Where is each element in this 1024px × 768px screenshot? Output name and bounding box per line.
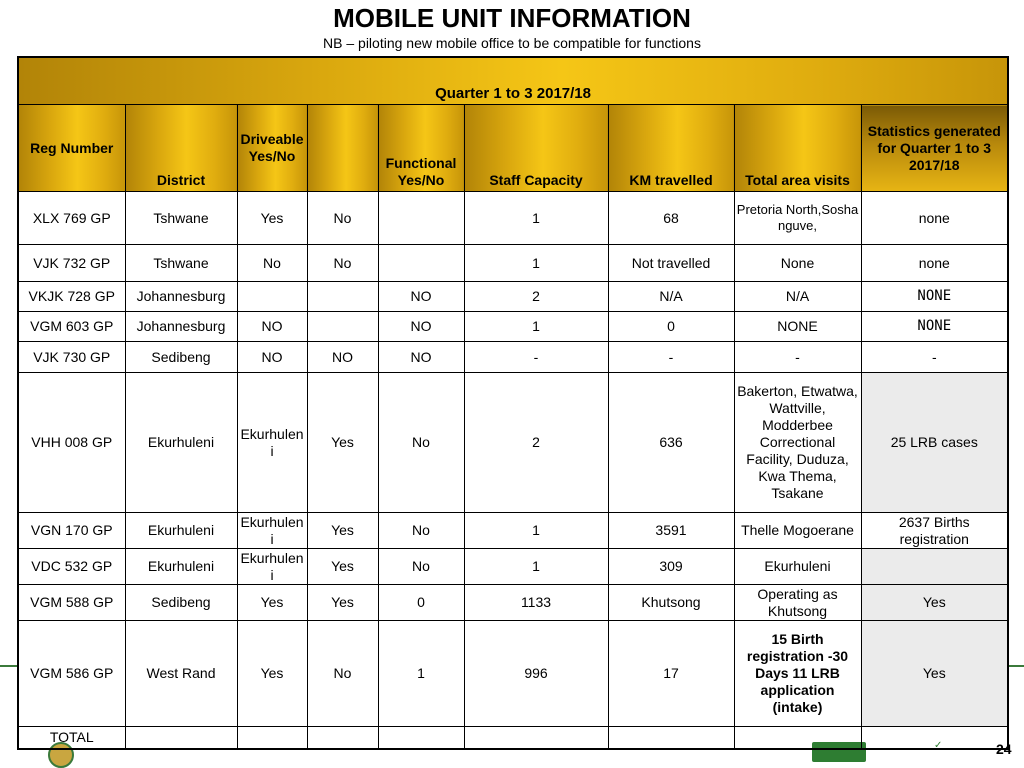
cell-col5: No bbox=[378, 513, 464, 549]
cell-col8: Operating as Khutsong bbox=[734, 585, 861, 621]
footer-rule-left bbox=[0, 665, 17, 667]
cell-district: Johannesburg bbox=[125, 312, 237, 342]
cell-col4: Yes bbox=[307, 549, 378, 585]
cell-col9: 25 LRB cases bbox=[861, 373, 1008, 513]
table-row bbox=[18, 373, 1008, 513]
cell-col9 bbox=[861, 549, 1008, 585]
page-number: 24 bbox=[996, 741, 1012, 757]
table-row bbox=[18, 192, 1008, 245]
cell-col8: 15 Birth registration -30 Days 11 LRB application (intake) bbox=[734, 621, 861, 727]
cell-reg: VDC 532 GP bbox=[18, 549, 125, 585]
cell-col3: Yes bbox=[237, 192, 307, 245]
total-cell bbox=[861, 727, 1008, 749]
table-row bbox=[18, 513, 1008, 549]
cell-col7: 68 bbox=[608, 192, 734, 245]
cell-col7: 0 bbox=[608, 312, 734, 342]
cell-col7: 309 bbox=[608, 549, 734, 585]
cell-col3: Yes bbox=[237, 585, 307, 621]
total-label: TOTAL bbox=[18, 727, 125, 749]
cell-col6: 1 bbox=[464, 312, 608, 342]
total-cell bbox=[378, 727, 464, 749]
quarter-label: Quarter 1 to 3 2017/18 bbox=[18, 57, 1008, 105]
header-total-area-visits: Total area visits bbox=[734, 105, 861, 192]
cell-col7: - bbox=[608, 342, 734, 373]
tick-mark-icon: ✓ bbox=[934, 740, 943, 751]
cell-col4: No bbox=[307, 245, 378, 282]
cell-district: Johannesburg bbox=[125, 282, 237, 312]
cell-col9: NONE bbox=[861, 282, 1008, 312]
mobile-unit-table bbox=[17, 56, 1009, 750]
cell-col4: No bbox=[307, 621, 378, 727]
cell-reg: VJK 730 GP bbox=[18, 342, 125, 373]
cell-col8: NONE bbox=[734, 312, 861, 342]
table-row bbox=[18, 585, 1008, 621]
cell-col4 bbox=[307, 312, 378, 342]
header-functional: Functional Yes/No bbox=[378, 105, 464, 192]
cell-col3: NO bbox=[237, 312, 307, 342]
cell-col6: 1 bbox=[464, 245, 608, 282]
cell-col3: NO bbox=[237, 342, 307, 373]
cell-district: Sedibeng bbox=[125, 342, 237, 373]
cell-col4: NO bbox=[307, 342, 378, 373]
cell-reg: VGM 603 GP bbox=[18, 312, 125, 342]
cell-col8: Ekurhuleni bbox=[734, 549, 861, 585]
cell-col7: 636 bbox=[608, 373, 734, 513]
table-row bbox=[18, 621, 1008, 727]
cell-col8: Pretoria North,Soshanguve, bbox=[734, 192, 861, 245]
header-km-travelled: KM travelled bbox=[608, 105, 734, 192]
cell-col6: 1 bbox=[464, 192, 608, 245]
cell-district: Ekurhuleni bbox=[125, 549, 237, 585]
cell-reg: VGM 586 GP bbox=[18, 621, 125, 727]
cell-col7: Khutsong bbox=[608, 585, 734, 621]
cell-district: Ekurhuleni bbox=[125, 513, 237, 549]
cell-col5 bbox=[378, 192, 464, 245]
column-header-row bbox=[18, 105, 1008, 192]
cell-district: West Rand bbox=[125, 621, 237, 727]
cell-reg: VJK 732 GP bbox=[18, 245, 125, 282]
cell-col5: NO bbox=[378, 282, 464, 312]
cell-col8: - bbox=[734, 342, 861, 373]
header-statistics: Statistics generated for Quarter 1 to 3 2017/18 bbox=[861, 105, 1008, 192]
cell-col4: Yes bbox=[307, 373, 378, 513]
total-cell bbox=[734, 727, 861, 749]
cell-reg: VHH 008 GP bbox=[18, 373, 125, 513]
cell-col3: Ekurhuleni bbox=[237, 373, 307, 513]
cell-col3: Yes bbox=[237, 621, 307, 727]
cell-col5: No bbox=[378, 549, 464, 585]
cell-col5: No bbox=[378, 373, 464, 513]
cell-district: Sedibeng bbox=[125, 585, 237, 621]
total-cell bbox=[608, 727, 734, 749]
cell-col4: No bbox=[307, 192, 378, 245]
cell-reg: XLX 769 GP bbox=[18, 192, 125, 245]
cell-col9: NONE bbox=[861, 312, 1008, 342]
cell-col7: Not travelled bbox=[608, 245, 734, 282]
header-reg-number: Reg Number bbox=[18, 105, 125, 192]
table-row bbox=[18, 245, 1008, 282]
cell-col9: - bbox=[861, 342, 1008, 373]
cell-col9: none bbox=[861, 245, 1008, 282]
cell-col7: N/A bbox=[608, 282, 734, 312]
cell-col5: 1 bbox=[378, 621, 464, 727]
cell-col8: Thelle Mogoerane bbox=[734, 513, 861, 549]
cell-col3: Ekurhuleni bbox=[237, 513, 307, 549]
cell-col9: 2637 Births registration bbox=[861, 513, 1008, 549]
cell-col7: 17 bbox=[608, 621, 734, 727]
cell-col6: 2 bbox=[464, 373, 608, 513]
header-district: District bbox=[125, 105, 237, 192]
cell-district: Ekurhuleni bbox=[125, 373, 237, 513]
cell-col6: 1133 bbox=[464, 585, 608, 621]
header-staff-capacity: Staff Capacity bbox=[464, 105, 608, 192]
cell-col5: NO bbox=[378, 342, 464, 373]
cell-col9: Yes bbox=[861, 621, 1008, 727]
total-cell bbox=[237, 727, 307, 749]
cell-col5: 0 bbox=[378, 585, 464, 621]
table-row bbox=[18, 312, 1008, 342]
total-cell bbox=[125, 727, 237, 749]
cell-reg: VKJK 728 GP bbox=[18, 282, 125, 312]
table-row bbox=[18, 549, 1008, 585]
cell-col6: - bbox=[464, 342, 608, 373]
cell-col8: N/A bbox=[734, 282, 861, 312]
cell-district: Tshwane bbox=[125, 192, 237, 245]
cell-reg: VGN 170 GP bbox=[18, 513, 125, 549]
cell-col6: 996 bbox=[464, 621, 608, 727]
table-row bbox=[18, 282, 1008, 312]
cell-col4: Yes bbox=[307, 585, 378, 621]
table-row bbox=[18, 342, 1008, 373]
cell-col5: NO bbox=[378, 312, 464, 342]
cell-col7: 3591 bbox=[608, 513, 734, 549]
total-row bbox=[18, 727, 1008, 749]
cell-col4 bbox=[307, 282, 378, 312]
header-blank bbox=[307, 105, 378, 192]
header-driveable: Driveable Yes/No bbox=[237, 105, 307, 192]
quarter-header-row bbox=[18, 57, 1008, 105]
cell-col8: None bbox=[734, 245, 861, 282]
total-cell bbox=[464, 727, 608, 749]
cell-district: Tshwane bbox=[125, 245, 237, 282]
cell-col3: No bbox=[237, 245, 307, 282]
cell-col9: none bbox=[861, 192, 1008, 245]
cell-col3 bbox=[237, 282, 307, 312]
cell-col6: 1 bbox=[464, 549, 608, 585]
cell-col6: 2 bbox=[464, 282, 608, 312]
cell-col4: Yes bbox=[307, 513, 378, 549]
cell-reg: VGM 588 GP bbox=[18, 585, 125, 621]
cell-col3: Ekurhuleni bbox=[237, 549, 307, 585]
page-subtitle: NB – piloting new mobile office to be compatible for functions bbox=[323, 35, 701, 51]
cell-col8: Bakerton, Etwatwa, Wattville, Modderbee Correctional Facility, Duduza, Kwa Thema, Tsakane bbox=[734, 373, 861, 513]
cell-col6: 1 bbox=[464, 513, 608, 549]
page-title: MOBILE UNIT INFORMATION bbox=[333, 3, 691, 33]
total-cell bbox=[307, 727, 378, 749]
cell-col9: Yes bbox=[861, 585, 1008, 621]
cell-col5 bbox=[378, 245, 464, 282]
footer-rule-right bbox=[1007, 665, 1024, 667]
